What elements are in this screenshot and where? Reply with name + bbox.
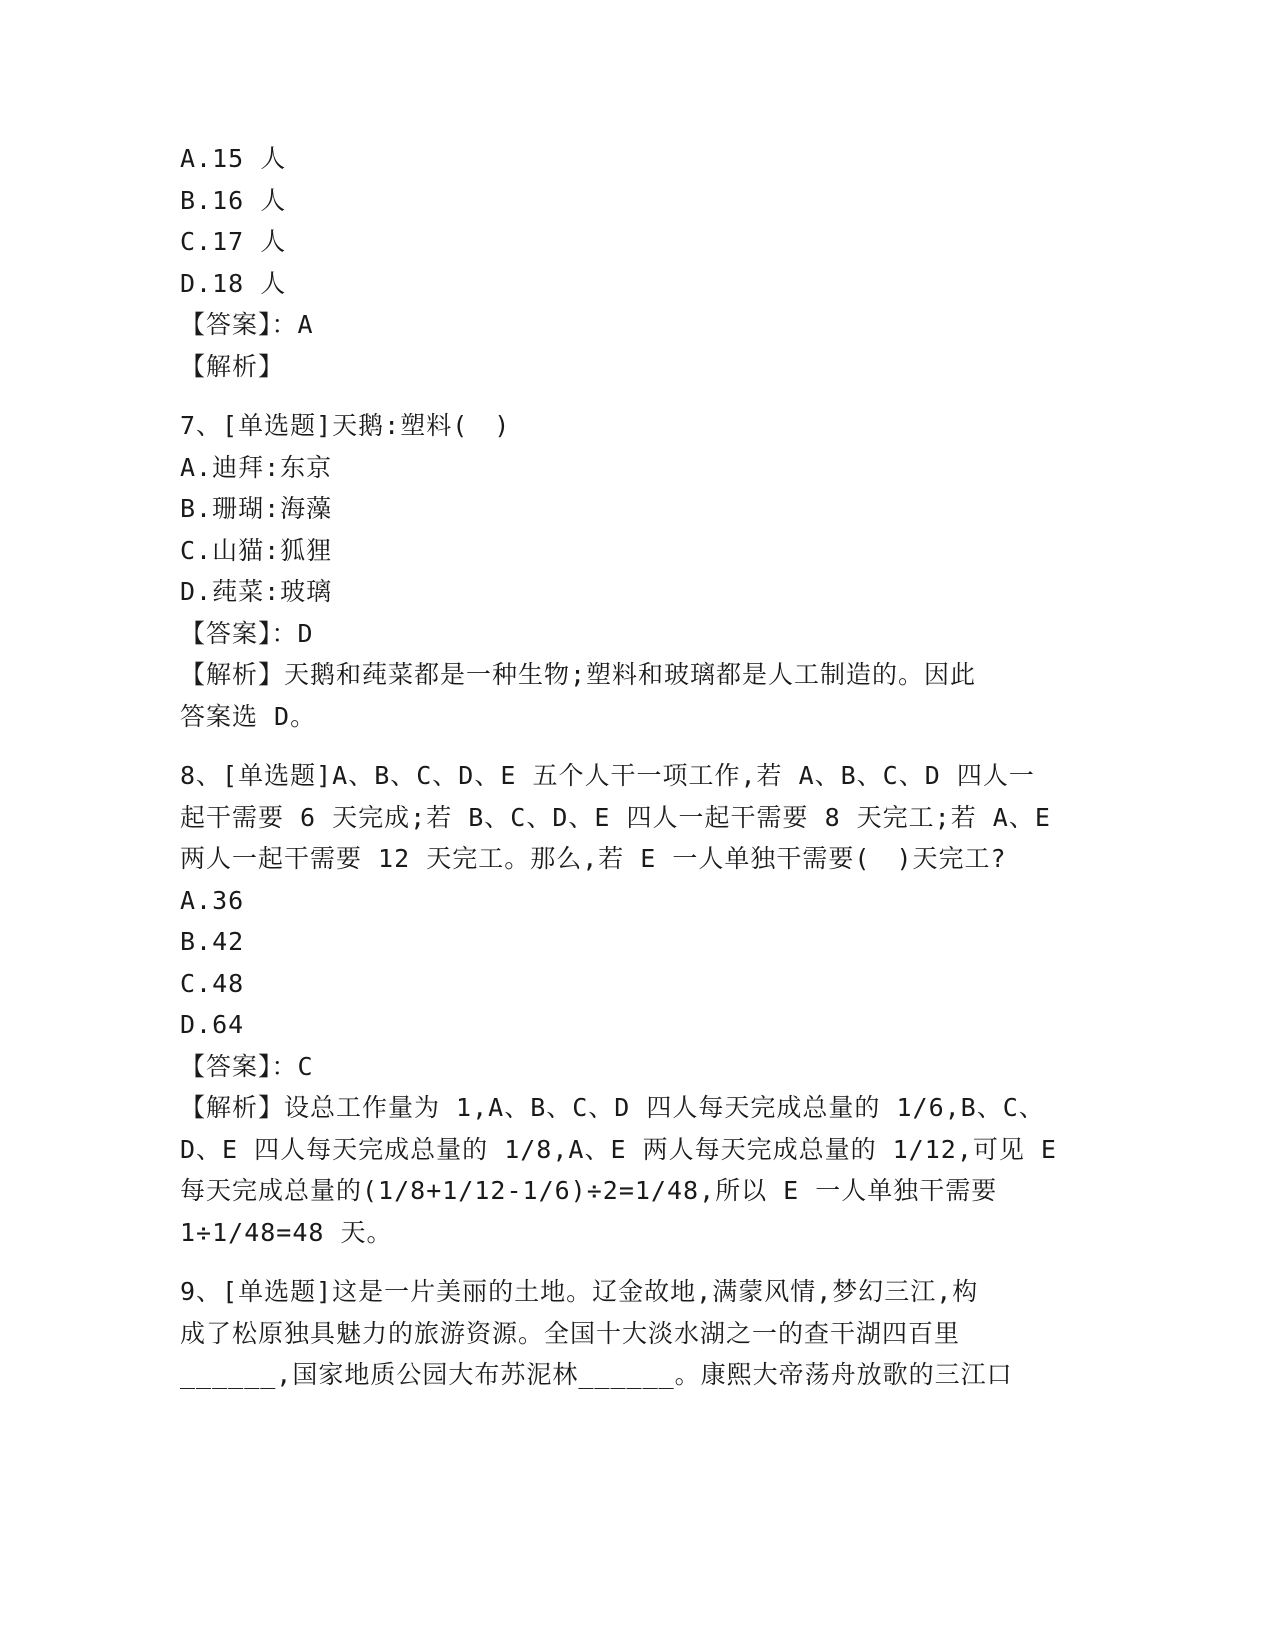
q6-option-a: A.15 人 [180,144,287,173]
q9-stem-line-3: ______,国家地质公园大布苏泥林______。康熙大帝荡舟放歌的三江口 [180,1360,1013,1389]
q8-analysis-line-2: D、E 四人每天完成总量的 1/8,A、E 两人每天完成总量的 1/12,可见 E [180,1134,1057,1164]
spacer [180,1253,1040,1271]
q8-stem-line-3: 两人一起干需要 12 天完工。那么,若 E 一人单独干需要( )天完工? [180,844,1007,873]
q6-answer: 【答案】：A [180,310,314,339]
q6-option-d: D.18 人 [180,268,287,298]
document-page [180,138,1057,1396]
q8-analysis-line-3: 每天完成总量的(1/8+1/12-1/6)÷2=1/48,所以 E 一人单独干需要 [180,1176,998,1205]
q8-stem-line-2: 起干需要 6 天完成;若 B、C、D、E 四人一起干需要 8 天完工;若 A、E [180,802,1051,832]
q8-answer: 【答案】：C [180,1051,314,1081]
q8-analysis-line-1: 【解析】设总工作量为 1,A、B、C、D 四人每天完成总量的 1/6,B、C、 [180,1093,1045,1122]
q7-stem: 7、[单选题]天鹅:塑料( ) [180,411,511,440]
q7-option-a: A.迪拜:东京 [180,452,333,482]
q7-analysis-line-1: 【解析】天鹅和莼菜都是一种生物;塑料和玻璃都是人工制造的。因此 [180,660,977,689]
q7-option-b: B.珊瑚:海藻 [180,494,333,523]
q8-option-a: A.36 [180,885,245,915]
q9-stem-line-1: 9、[单选题]这是一片美丽的土地。辽金故地,满蒙风情,梦幻三江,构 [180,1277,979,1306]
q8-analysis-line-4: 1÷1/48=48 天。 [180,1217,393,1247]
q9-stem-line-2: 成了松原独具魅力的旅游资源。全国十大淡水湖之一的查干湖四百里 [180,1318,961,1348]
q6-analysis: 【解析】 [180,351,285,381]
q6-option-c: C.17 人 [180,227,287,256]
q8-stem-line-1: 8、[单选题]A、B、C、D、E 五个人干一项工作,若 A、B、C、D 四人一 [180,761,1035,790]
q7-answer: 【答案】：D [180,618,314,648]
q8-option-d: D.64 [180,1010,245,1039]
q7-option-c: C.山猫:狐狸 [180,535,333,565]
q7-analysis-line-2: 答案选 D。 [180,701,317,731]
spacer [180,387,1040,405]
spacer [180,737,1040,755]
q7-option-d: D.莼菜:玻璃 [180,577,333,606]
q6-option-b: B.16 人 [180,185,287,215]
q8-option-c: C.48 [180,968,245,998]
q8-option-b: B.42 [180,927,245,956]
